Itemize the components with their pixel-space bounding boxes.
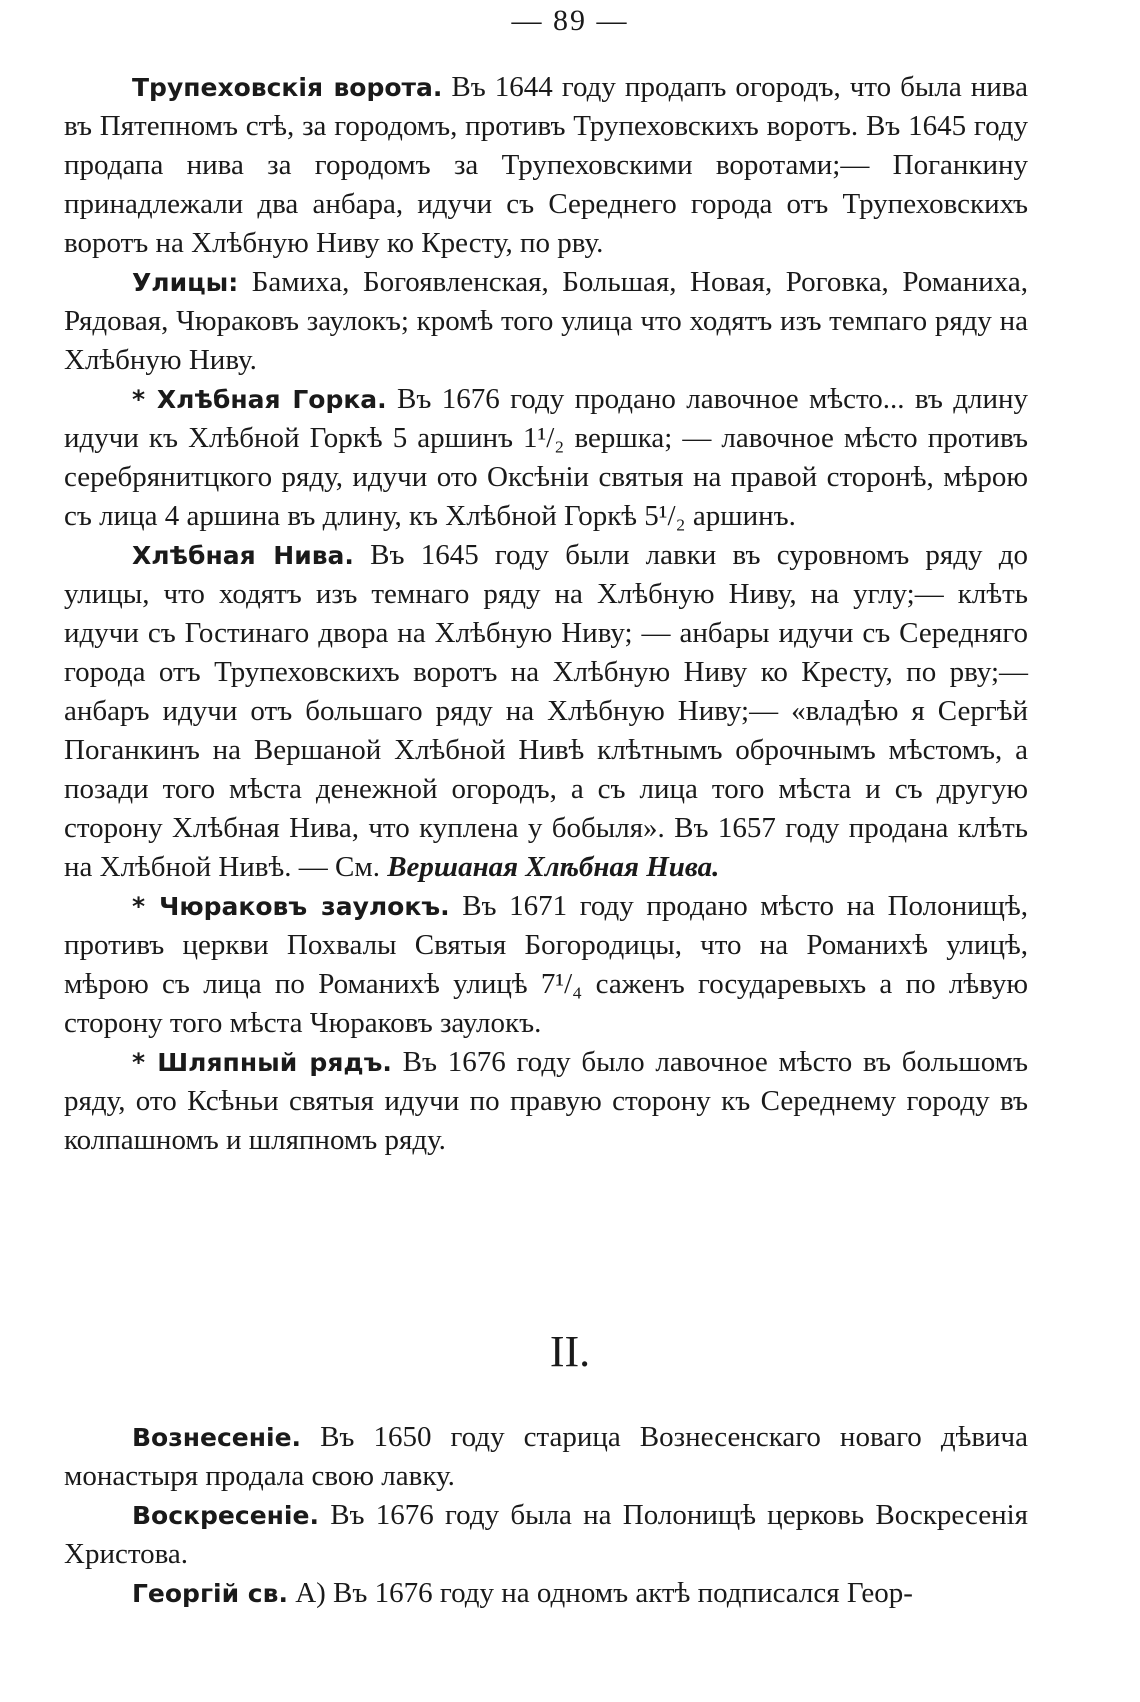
entry-heading: Трупеховскія ворота.: [132, 73, 443, 102]
entry-text: Въ 1671 году продано мѣсто на Полонищѣ, противъ церкви Похвалы Святыя Богородицы, что на Романихѣ улицѣ, мѣрою съ лица по Романихѣ улицѣ 7¹/₄ саженъ государевыхъ а по лѣвую сторону того мѣста Чюраковъ заулокъ.: [64, 890, 1029, 1039]
entry-paragraph: [64, 263, 1028, 380]
entry-heading: Хлѣбная Нива.: [132, 541, 354, 570]
entry-text: Въ 1644 году продапъ огородъ, что была нива въ Пятепномъ стѣ, за городомъ, противъ Трупеховскихъ воротъ. Въ 1645 году продапа нива за городомъ за Трупеховскими воротами;— Поганкину принадлежали два анбара, идучи съ Середнего города отъ Трупеховскихъ воротъ на Хлѣбную Ниву ко Кресту, по рву.: [64, 71, 1028, 259]
entry-heading: * Хлѣбная Горка.: [132, 385, 387, 414]
entry-heading: Георгій св.: [132, 1579, 288, 1608]
entry-text: Бамиха, Богоявленская, Большая, Новая, Роговка, Романиха, Рядовая, Чюраковъ заулокъ; кромѣ того улица что ходятъ изъ темпаго ряду на Хлѣбную Ниву.: [64, 266, 1028, 376]
entry-heading: Вознесеніе.: [132, 1423, 302, 1452]
entry-text: Въ 1676 году была на Полонищѣ церковь Воскресенія Христова.: [64, 1499, 1028, 1570]
entry-heading: Воскресеніе.: [132, 1501, 319, 1530]
entry-paragraph: [64, 536, 1028, 887]
entry-paragraph: [64, 68, 1028, 263]
entry-text: Въ 1676 году было лавочное мѣсто въ большомъ ряду, ото Ксѣньи святыя идучи по правую сторону къ Середнему городу въ колпашномъ и шляпномъ ряду.: [64, 1046, 1028, 1156]
entry-heading: * Чюраковъ заулокъ.: [132, 892, 450, 921]
section-numeral: II.: [549, 1327, 591, 1376]
entry-text: Въ 1650 году старица Вознесенскаго новаго дѣвича монастыря продала свою лавку.: [64, 1421, 1028, 1492]
entry-heading: Улицы:: [132, 268, 239, 297]
entry-text: Въ 1676 году продано лавочное мѣсто... въ длину идучи къ Хлѣбной Горкѣ 5 аршинъ 1¹/₂ вершка; — лавочное мѣсто противъ серебрянитцкого ряду, идучи ото Оксѣніи святыя на правой сторонѣ, мѣрою съ лица 4 аршина въ длину, къ Хлѣбной Горкѣ 5¹/₂ аршинъ.: [64, 383, 1029, 532]
entry-text: А) Въ 1676 году на одномъ актѣ подписался Геор-: [287, 1577, 913, 1609]
entry-paragraph: [64, 1496, 1028, 1574]
entry-paragraph: [64, 380, 1028, 536]
page-number: — 89 —: [511, 4, 629, 37]
entry-paragraph: [64, 1574, 1028, 1613]
cross-reference: Вершаная Хлѣбная Нива.: [387, 851, 720, 883]
entry-paragraph: [64, 1418, 1028, 1496]
entry-paragraph: [64, 1043, 1028, 1160]
section-one-body: [64, 68, 1028, 1160]
entry-heading: * Шляпный рядъ.: [132, 1048, 392, 1077]
entry-paragraph: [64, 887, 1028, 1043]
entry-text: Въ 1645 году были лавки въ суровномъ ряду до улицы, что ходятъ изъ темнаго ряду на Хлѣбную Ниву, на углу;— клѣть идучи съ Гостинаго двора на Хлѣбную Ниву; — анбары идучи съ Середняго города отъ Трупеховскихъ воротъ на Хлѣбную Ниву ко Кресту, по рву;—анбаръ идучи отъ большаго ряду на Хлѣбную Ниву;— «владѣю я Сергѣй Поганкинъ на Вершаной Хлѣбной Нивѣ клѣтнымъ оброчнымъ мѣстомъ, а позади того мѣста денежной огородъ, а съ лица того мѣста и съ другую сторону Хлѣбная Нива, что куплена у бобыля». Въ 1657 году продана клѣть на Хлѣбной Нивѣ. — См.: [64, 539, 1028, 883]
section-two-body: [64, 1418, 1028, 1613]
